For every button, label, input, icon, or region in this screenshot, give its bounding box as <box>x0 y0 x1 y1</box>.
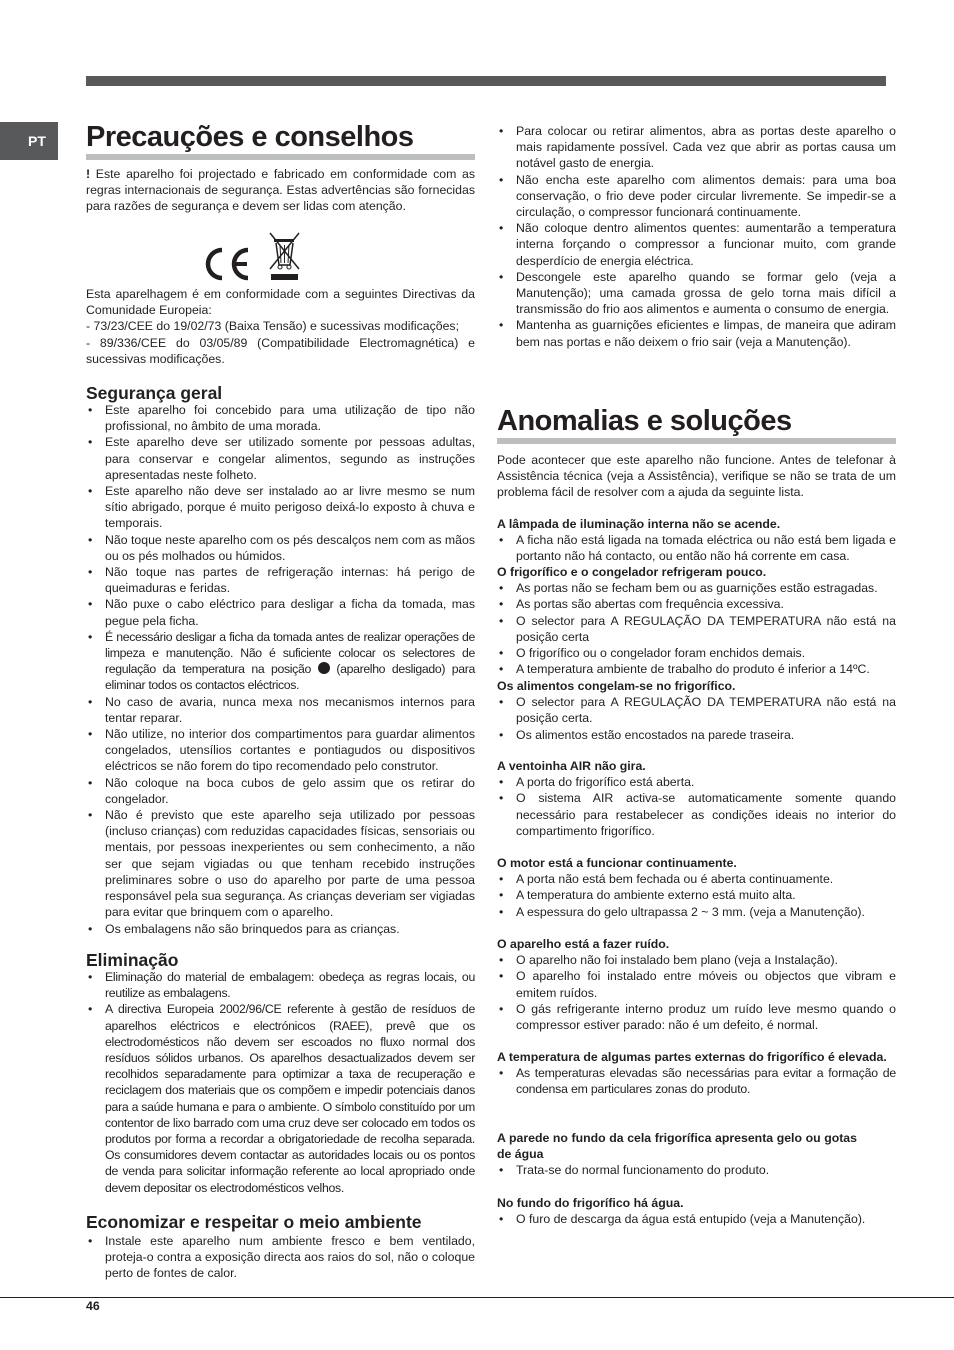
problem-heading: O motor está a funcionar continuamente. <box>497 856 737 870</box>
list-item: • O furo de descarga da água está entupido (veja a Manutenção). <box>497 1211 896 1227</box>
problem-heading: No fundo do frigorífico há água. <box>497 1196 684 1210</box>
list-item: • Não toque neste aparelho com os pés descalços nem com as mãos ou os pés molhados ou húmidos. <box>86 532 475 564</box>
ce-mark-icon <box>208 250 248 278</box>
list-item: • O aparelho foi instalado entre móveis ou objectos que vibram e emitem ruídos. <box>497 968 896 1000</box>
list-item: • Este aparelho não deve ser instalado ao ar livre mesmo se num sítio abrigado, porque é muito perigoso deixá-lo exposto à chuva e temporais. <box>86 483 475 532</box>
problem-heading: A temperatura de algumas partes externas do frigorífico é elevada. <box>497 1050 887 1064</box>
intro-text: Este aparelho foi projectado e fabricado em conformidade com as regras internacionais de segurança. Estas advertências são fornecidas para razões de segurança e devem ser lidas com atenção. <box>86 167 475 214</box>
problem-heading: O frigorífico e o congelador refrigeram pouco. <box>497 565 767 579</box>
directives-paragraph <box>86 286 475 367</box>
troubleshooting-intro-text: Pode acontecer que este aparelho não funcione. Antes de telefonar à Assistência técnica (veja a Assistência), verifique se não se trata de um problema fácil de resolver com a ajuda da seguinte lista. <box>497 453 896 500</box>
list-item: • Mantenha as guarnições eficientes e limpas, de maneira que adiram bem nas portas e não deixem o frio sair (veja a Manutenção). <box>497 317 896 349</box>
list-item: • O selector para A REGULAÇÃO DA TEMPERATURA não está na posição certa. <box>497 694 896 726</box>
list-item: • Este aparelho deve ser utilizado somente por pessoas adultas, para conservar e congelar alimentos, segundo as instruções apresentadas neste folheto. <box>86 434 475 483</box>
problem-heading: A ventoinha AIR não gira. <box>497 759 646 773</box>
list-item: • O selector para A REGULAÇÃO DA TEMPERATURA não está na posição certa <box>497 613 896 645</box>
list-item: • Não coloque dentro alimentos quentes: aumentarão a temperatura interna forçando o compressor a funcionar muito, com grande desperdício de energia eléctrica. <box>497 220 896 269</box>
intro-paragraph <box>86 166 475 215</box>
heading-general-safety: Segurança geral <box>86 383 223 403</box>
problem-group-water <box>497 1195 896 1227</box>
list-item: • Não toque nas partes de refrigeração internas: há perigo de queimaduras e feridas. <box>86 564 475 596</box>
list-item: • A porta não está bem fechada ou é aberta continuamente. <box>497 871 896 887</box>
list-item: • O aparelho não foi instalado bem plano (veja a Instalação). <box>497 952 896 968</box>
header-bar <box>86 76 886 86</box>
list-item: • Não encha este aparelho com alimentos demais: para uma boa conservação, o frio deve poder circular livremente. Se impedir-se a circulação, o compressor funcionará continuamente. <box>497 172 896 221</box>
list-item: • O gás refrigerante interno produz um ruído leve mesmo quando o compressor estiver parado: não é um defeito, é normal. <box>497 1001 896 1033</box>
problem-group-motor <box>497 855 896 920</box>
directive-low-voltage: - 73/23/CEE do 19/02/73 (Baixa Tensão) e sucessivas modificações; <box>86 319 459 334</box>
language-label: PT <box>28 133 46 149</box>
list-item <box>86 629 475 694</box>
list-item: • Os alimentos estão encostados na parede traseira. <box>497 727 896 743</box>
list-item: • Para colocar ou retirar alimentos, abra as portas deste aparelho o mais rapidamente possível. Cada vez que abrir as portas causa um notável gasto de energia. <box>497 123 896 172</box>
problem-group-cooling <box>497 564 896 677</box>
troubleshooting-intro <box>497 452 896 501</box>
economy-list <box>86 1233 475 1282</box>
list-item: • As temperaturas elevadas são necessárias para evitar a formação de condensa em particulares zonas do produto. <box>497 1065 896 1097</box>
list-item: • Não utilize, no interior dos compartimentos para guardar alimentos congelados, utensílios cortantes e pontiagudos ou dispositivos eléctricos se não forem do tipo recomendado pelo construtor. <box>86 726 475 775</box>
directives-intro: Esta aparelhagem é em conformidade com a seguintes Directivas da Comunidade Europeia: <box>86 287 475 318</box>
list-item: • O frigorífico ou o congelador foram enchidos demais. <box>497 645 896 661</box>
economy-list-continued <box>497 123 896 350</box>
crossed-bin-icon <box>270 233 299 280</box>
list-item: • Não é previsto que este aparelho seja utilizado por pessoas (incluso crianças) com reduzidas capacidades físicas, sensoriais ou mentais, por pessoas inexperientes ou sem conhecimento, a não ser que sejam vigiadas ou que tenham recebido instruções preliminares sobre o uso do aparelho por parte de uma pessoa responsável pela sua segurança. As crianças deveriam ser vigiadas para evitar que brinquem com o aparelho. <box>86 807 475 920</box>
list-item: • Trata-se do normal funcionamento do produto. <box>497 1162 896 1178</box>
list-item: • A ficha não está ligada na tomada eléctrica ou não está bem ligada e portanto não há contacto, ou então não há corrente em casa. <box>497 532 896 564</box>
certification-logos <box>198 229 310 285</box>
list-item: • Este aparelho foi concebido para uma utilização de tipo não profissional, no âmbito de uma morada. <box>86 402 475 434</box>
disposal-list <box>86 969 475 1196</box>
heading-economy: Economizar e respeitar o meio ambiente <box>86 1212 422 1232</box>
list-item-text: É necessário desligar a ficha da tomada antes de realizar operações de limpeza e manutenção. Não é suficiente colocar os selectores de regulação da temperatura na posição <box>105 629 475 677</box>
list-item: • Os embalagens não são brinquedos para as crianças. <box>86 921 475 937</box>
problem-heading: A parede no fundo da cela frigorífica apresenta gelo ou gotas de água <box>497 1131 857 1162</box>
list-item: • Eliminação do material de embalagem: obedeça as regras locais, ou reutilize as embalagens. <box>86 969 475 1001</box>
list-item: • A espessura do gelo ultrapassa 2 ~ 3 mm. (veja a Manutenção). <box>497 904 896 920</box>
off-position-icon <box>318 662 330 674</box>
problem-heading: O aparelho está a fazer ruído. <box>497 937 670 951</box>
problem-group-rear-wall <box>497 1130 896 1179</box>
problem-heading: Os alimentos congelam-se no frigorífico. <box>497 679 736 693</box>
list-item: • A temperatura ambiente de trabalho do produto é inferior a 14ºC. <box>497 661 896 677</box>
list-item: • A directiva Europeia 2002/96/CE referente à gestão de resíduos de aparelhos eléctricos e electrónicos (RAEE), prevê que os electrodomésticos não devem ser escoados no fluxo normal dos resíduos sólidos urbanos. Os aparelhos desactualizados devem ser recolhidos separadamente para optimizar a taxa de recuperação e reciclagem dos materiais que os compõem e impedir potenciais danos para a saúde humana e para o ambiente. O símbolo constituído por um contentor de lixo barrado com uma cruz deve ser colocado em todos os produtos por forma a recordar a obrigatoriedade de recolha separada. Os consumidores devem contactar as autoridades locais ou os pontos de venda para solicitar informação referente ao local apropriado onde devem depositar os electrodomésticos velhos. <box>86 1001 475 1195</box>
problem-heading: A lâmpada de iluminação interna não se acende. <box>497 517 781 531</box>
list-item: • A temperatura do ambiente externo está muito alta. <box>497 887 896 903</box>
list-item: • O sistema AIR activa-se automaticamente somente quando necessário para restabelecer as condições ideais no interior do compartimento frigorífico. <box>497 790 896 839</box>
footer-rule <box>0 1297 954 1298</box>
safety-list <box>86 402 475 937</box>
page-number: 46 <box>86 1299 100 1313</box>
language-tab <box>0 122 58 160</box>
list-item: • As portas não se fecham bem ou as guarnições estão estragadas. <box>497 580 896 596</box>
problem-group-freezing <box>497 678 896 743</box>
problem-group-noise <box>497 936 896 1033</box>
problem-group-external-heat <box>497 1049 896 1098</box>
section-title-precautions: Precauções e conselhos <box>86 120 475 160</box>
list-item: • Instale este aparelho num ambiente fresco e bem ventilado, proteja-o contra a exposição directa aos raios do sol, não o coloque perto de fontes de calor. <box>86 1233 475 1282</box>
section-title-troubleshooting: Anomalias e soluções <box>497 404 896 444</box>
list-item: • As portas são abertas com frequência excessiva. <box>497 596 896 612</box>
heading-disposal: Eliminação <box>86 950 179 970</box>
directive-emc: - 89/336/CEE do 03/05/89 (Compatibilidade Electromagnética) e sucessivas modificações. <box>86 335 475 366</box>
list-item: • A porta do frigorífico está aberta. <box>497 774 896 790</box>
list-item: • Não puxe o cabo eléctrico para desligar a ficha da tomada, mas pegue pela ficha. <box>86 596 475 628</box>
warning-mark: ! <box>86 167 91 181</box>
problem-group-fan <box>497 758 896 839</box>
list-item-text: (aparelho desligado) para eliminar todos os contactos eléctricos. <box>105 662 475 693</box>
list-item: • Descongele este aparelho quando se formar gelo (veja a Manutenção); uma camada grossa de gelo torna mais difícil a transmissão do frio aos alimentos e aumenta o consumo de energia. <box>497 269 896 318</box>
problem-group-lamp <box>497 516 896 565</box>
list-item: • No caso de avaria, nunca mexa nos mecanismos internos para tentar reparar. <box>86 694 475 726</box>
list-item: • Não coloque na boca cubos de gelo assim que os retirar do congelador. <box>86 775 475 807</box>
